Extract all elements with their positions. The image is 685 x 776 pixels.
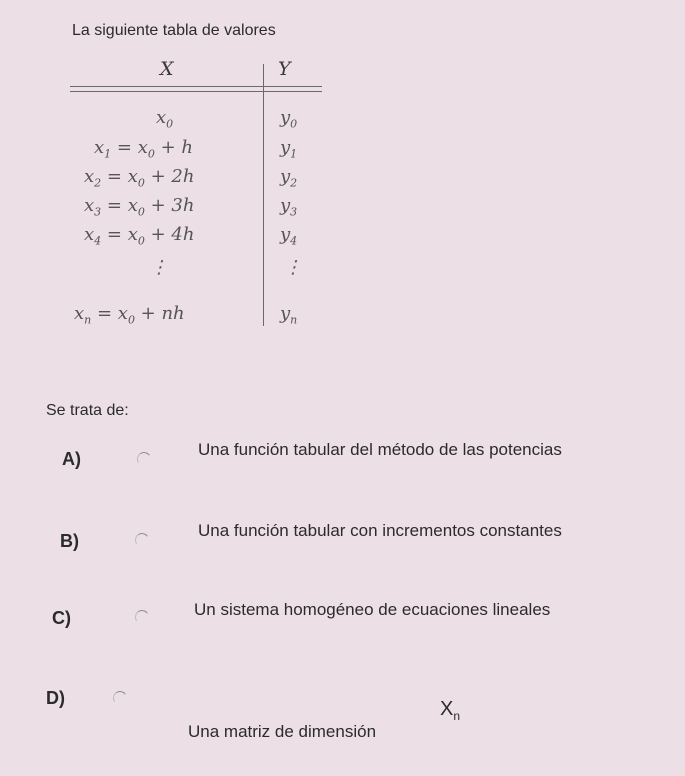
intro-text: La siguiente tabla de valores — [72, 22, 276, 39]
option-a-letter: A) — [62, 449, 81, 469]
prompt-text: Se trata de: — [46, 402, 129, 419]
table-cell-y: $y_3$ — [280, 195, 298, 219]
column-header-x: X — [160, 58, 174, 80]
option-a-text[interactable]: Una función tabular del método de las potencias — [198, 440, 562, 459]
option-c-radio[interactable] — [134, 609, 150, 625]
table-cell-y: $y_4$ — [280, 224, 298, 248]
option-c-letter: C) — [52, 608, 71, 628]
table-cell-y: $y_n$ — [280, 303, 298, 327]
table-cell-x: $x_2 = x_0 + 2h$ — [84, 166, 195, 190]
table-cell-x: $x_4 = x_0 + 4h$ — [84, 224, 195, 248]
table-cell-y: ⋮ — [284, 257, 302, 278]
option-d-math: $X_n$ — [440, 698, 461, 723]
option-d-radio[interactable] — [112, 690, 128, 706]
table-cell-x: $x_0$ — [156, 107, 174, 131]
table-cell-x: $x_3 = x_0 + 3h$ — [84, 195, 195, 219]
values-table — [70, 52, 322, 332]
option-b-letter: B) — [60, 531, 79, 551]
table-cell-y: $y_2$ — [280, 166, 298, 190]
table-cell-y: $y_1$ — [280, 137, 298, 161]
table-cell-x: ⋮ — [150, 257, 168, 278]
column-divider — [263, 64, 264, 326]
table-cell-x: $x_n = x_0$ + nh — [74, 303, 185, 327]
table-cell-y: $y_0$ — [280, 107, 298, 131]
table-cell-x: $x_1 = x_0 + h$ — [94, 137, 193, 161]
option-b-radio[interactable] — [134, 532, 150, 548]
option-d-text[interactable]: Una matriz de dimensión — [188, 722, 377, 741]
option-a-radio[interactable] — [136, 451, 152, 467]
header-rule-top — [70, 86, 322, 87]
option-c-text[interactable]: Un sistema homogéneo de ecuaciones lineales — [194, 600, 551, 619]
column-header-y: Y — [278, 58, 291, 80]
header-rule-bottom — [70, 91, 322, 92]
option-b-text[interactable]: Una función tabular con incrementos constantes — [198, 521, 562, 540]
option-d-letter: D) — [46, 688, 65, 708]
